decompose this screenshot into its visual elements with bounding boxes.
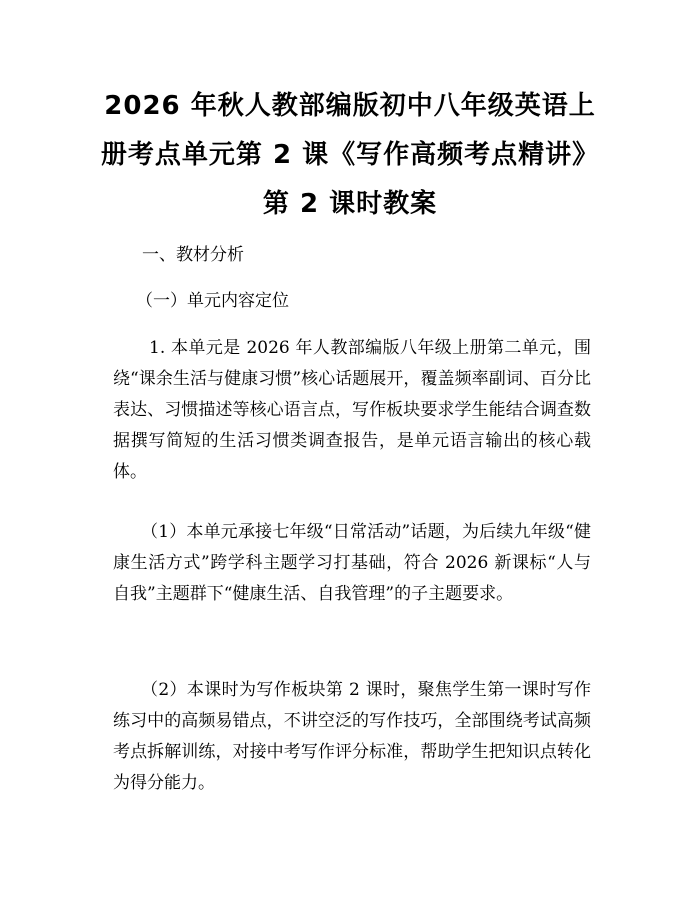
section-heading: 一、教材分析 bbox=[142, 245, 244, 265]
subsection-heading: （一）单元内容定位 bbox=[136, 291, 289, 311]
paragraph-unit-overview: 1. 本单元是 2026 年人教部编版八年级上册第二单元，围绕“课余生活与健康习惯”核心话题展开，覆盖频率副词、百分比表达、习惯描述等核心语言点，写作板块要求学生能结合调查数据撰写简短的生活习惯类调查报告，是单元语言输出的核心载体。 bbox=[113, 338, 591, 482]
paragraph-lesson-focus: （2）本课时为写作板块第 2 课时，聚焦学生第一课时写作练习中的高频易错点，不讲空泛的写作技巧，全部围绕考试高频考点拆解训练，对接中考写作评分标准，帮助学生把知识点转化为得分能力。 bbox=[113, 680, 591, 793]
paragraph-topic-connection: （1）本单元承接七年级“日常活动”话题，为后续九年级“健康生活方式”跨学科主题学习打基础，符合 2026 新课标“人与自我”主题群下“健康生活、自我管理”的子主题要求。 bbox=[113, 522, 591, 604]
document-title: 2026 年秋人教部编版初中八年级英语上册考点单元第 2 课《写作高频考点精讲》第 2 课时教案 bbox=[100, 91, 600, 219]
